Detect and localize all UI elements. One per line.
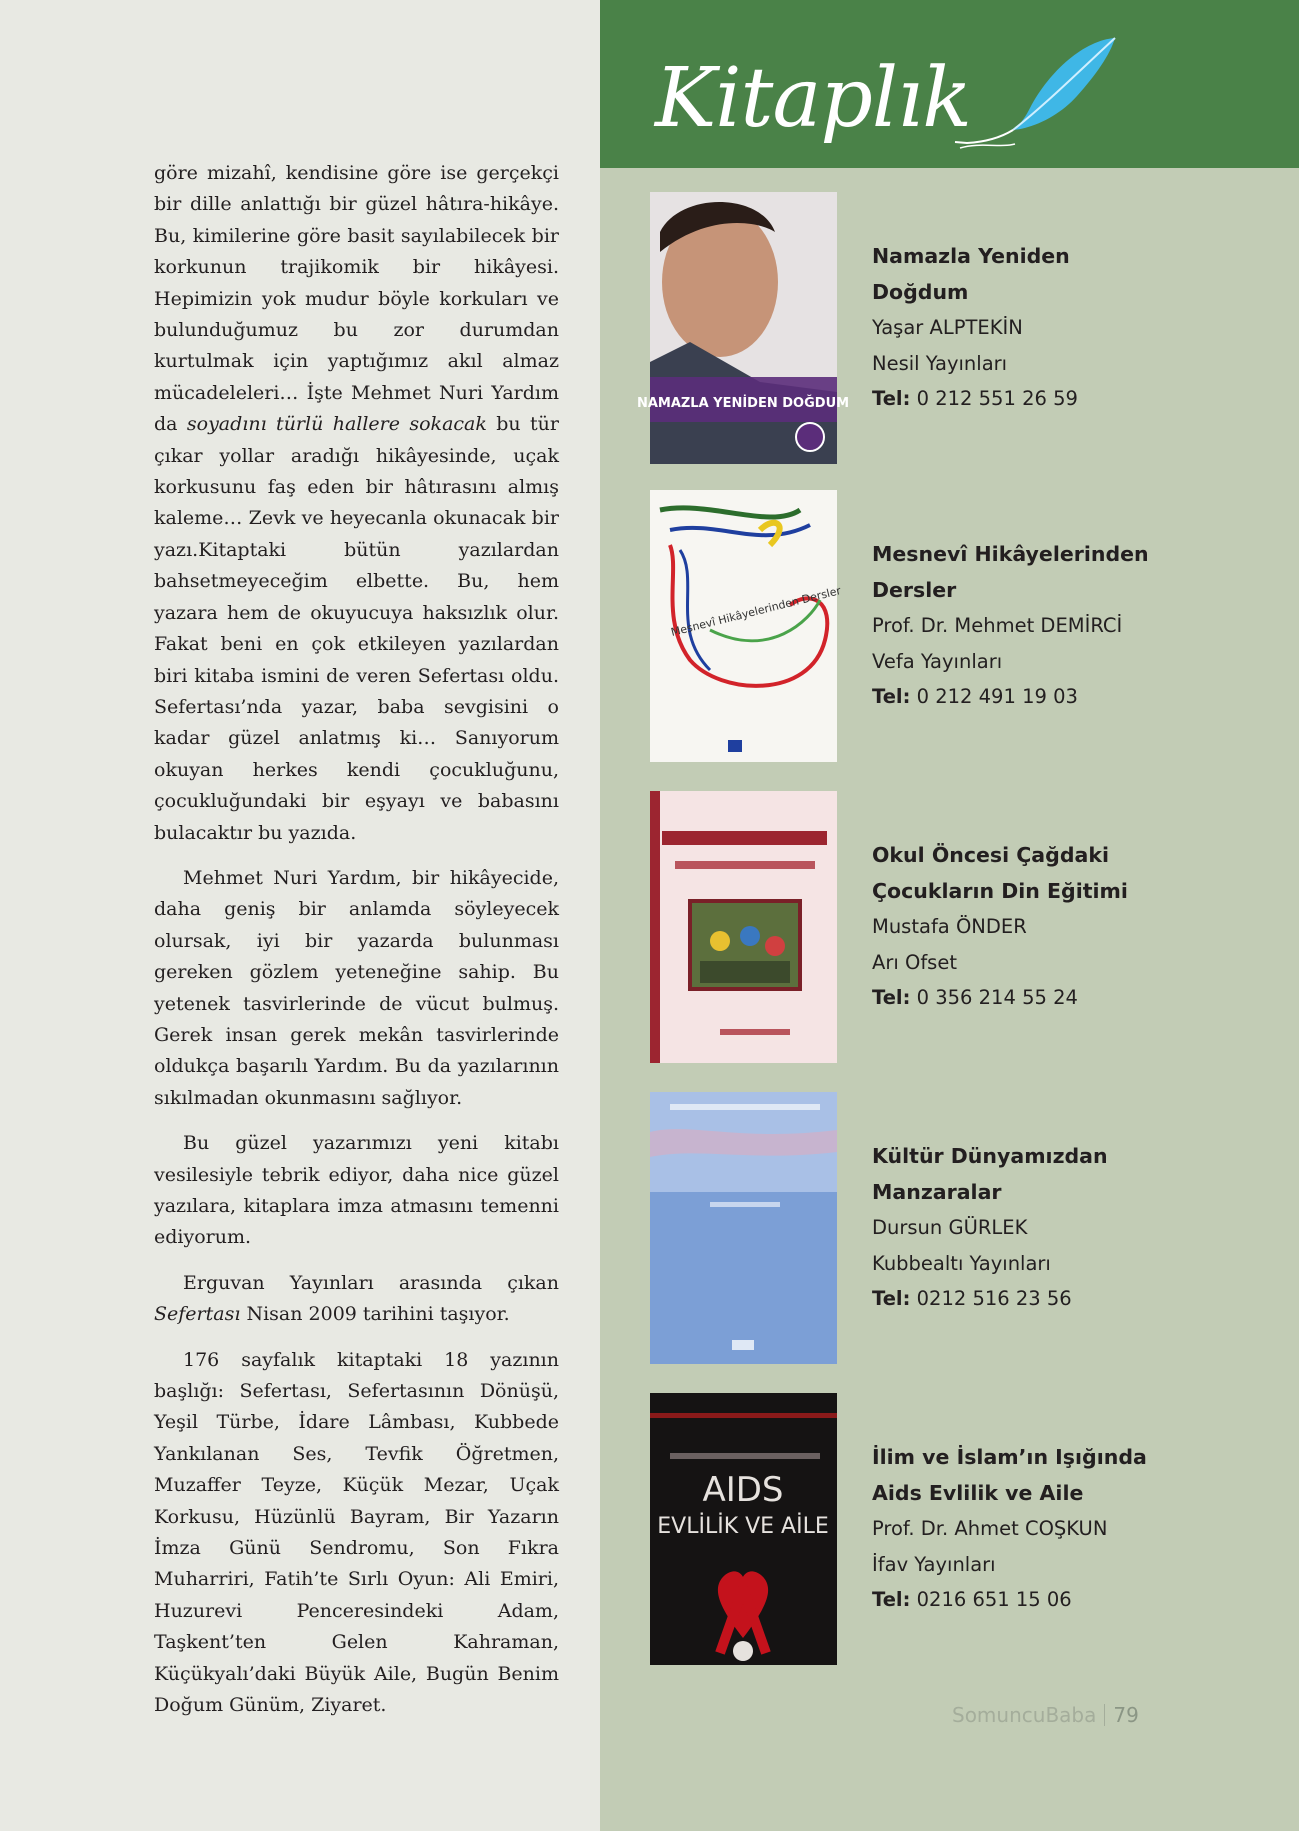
book-title: Namazla Yeniden [872,244,1070,268]
svg-text:EVLİLİK VE AİLE: EVLİLİK VE AİLE [657,1514,829,1539]
book-info [872,239,1252,417]
book-title: Doğdum [872,279,969,304]
book-info [872,537,1252,715]
book-phone: Tel: 0216 651 15 06 [872,1588,1072,1611]
book-cover [650,791,837,1063]
book-publisher: Arı Ofset [872,950,957,974]
book-title: Dersler [872,577,957,602]
article-paragraph: 176 sayfalık kitaptaki 18 yazının başlığı: Sefertası, Sefertasının Dönüşü, Yeşil Türbe, İdare Lâmbası, Kubbede Yankılanan Ses, Tevfik Öğretmen, Muzaffer Teyze, Küçük Mezar, Uçak Korkusu, Hüzünlü Bayram, Bir Yazarın İmza Günü Sendromu, Son Fıkra Muharriri, Fatih’te Sırlı Oyun: Ali Emiri, Huzurevi Penceresindeki Adam, Taşkent’ten Gelen Kahraman, Küçükyalı’daki Büyük Aile, Bugün Benim Doğum Günüm, Ziyaret. [154,1348,559,1717]
book-info [872,838,1252,1016]
page-footer [952,1703,1139,1727]
book-phone: Tel: 0 212 551 26 59 [872,387,1078,410]
article-body [154,158,559,1736]
section-header [600,0,1299,168]
book-phone: Tel: 0 356 214 55 24 [872,986,1078,1009]
article-paragraph: göre mizahî, kendisine göre ise gerçekçi bir dille anlattığı bir güzel hâtıra-hikâye. Bu, kimilerine göre basit sayılabilecek bir korkunun trajikomik bir hikâyesi. Hepimizin yok mudur böyle korkuları ve bulunduğumuz bu zor durumdan kurtulmak için yaptığımız akıl almaz mücadeleleri… İşte Mehmet Nuri Yardım da soyadını türlü hallere sokacak bu tür çıkar yollar aradığı hikâyesinde, uçak korkusunu faş eden bir hâtırasını almış kaleme… Zevk ve heyecanla okunacak bir yazı.Kitaptaki bütün yazılardan bahsetmeyeceğim elbette. Bu, hem yazara hem de okuyucuya haksızlık olur. Fakat beni en çok etkileyen yazılardan biri kitaba ismini de veren Sefertası oldu. Sefertası’nda yazar, baba sevgisini o kadar güzel anlatmış ki… Sanıyorum okuyan herkes kendi çocukluğunu, çocukluğundaki bir eşyayı ve babasını bulacaktır bu yazıda. [154,162,560,844]
svg-text:AIDS: AIDS [702,1470,784,1510]
book-publisher: Kubbealtı Yayınları [872,1251,1051,1275]
book-cover [636,192,850,464]
book-info [872,1139,1252,1317]
book-cover [650,490,843,762]
book-info [872,1440,1252,1618]
footer-divider [1104,1704,1105,1726]
article-paragraph: Erguvan Yayınları arasında çıkan Sefertası Nisan 2009 tarihini taşıyor. [154,1271,559,1326]
book-publisher: Vefa Yayınları [872,649,1003,673]
book-title: Manzaralar [872,1179,1002,1204]
section-title: Kitaplık [655,51,971,146]
book-author: Prof. Dr. Ahmet COŞKUN [872,1517,1108,1540]
book-publisher: İfav Yayınları [872,1552,996,1576]
page-number: 79 [1113,1703,1139,1727]
book-phone: Tel: 0212 516 23 56 [872,1287,1072,1310]
book-title: Çocukların Din Eğitimi [872,878,1128,903]
article-paragraph: Mehmet Nuri Yardım, bir hikâyecide, daha geniş bir anlamda söyleyecek olursak, iyi bir yazarda bulunması gereken gözlem yeteneğine sahip. Bu yetenek tasvirlerinde de vücut bulmuş. Gerek insan gerek mekân tasvirlerinde oldukça başarılı Yardım. Bu da yazılarının sıkılmadan okunmasını sağlıyor. [154,866,559,1109]
book-title: Aids Evlilik ve Aile [872,1480,1084,1505]
feather-icon [955,30,1125,155]
magazine-name: SomuncuBaba [952,1703,1097,1727]
book-author: Dursun GÜRLEK [872,1216,1028,1239]
article-column [0,0,600,1831]
book-cover [650,1092,837,1364]
book-cover [650,1393,837,1665]
book-publisher: Nesil Yayınları [872,351,1008,375]
book-phone: Tel: 0 212 491 19 03 [872,685,1078,708]
book-author: Mustafa ÖNDER [872,915,1027,938]
book-title: Okul Öncesi Çağdaki [872,843,1109,867]
book-author: Prof. Dr. Mehmet DEMİRCİ [872,614,1123,637]
svg-text:NAMAZLA YENİDEN DOĞDUM: NAMAZLA YENİDEN DOĞDUM [636,396,850,411]
book-list-column [600,0,1299,1831]
svg-text:Mesnevî Hikâyelerinden Dersler: Mesnevî Hikâyelerinden Dersler [669,584,843,639]
book-title: Mesnevî Hikâyelerinden [872,542,1149,566]
book-author: Yaşar ALPTEKİN [872,316,1023,339]
article-paragraph: Bu güzel yazarımızı yeni kitabı vesilesiyle tebrik ediyor, daha nice güzel yazılara, kitaplara imza atmasını temenni ediyorum. [154,1132,559,1249]
book-title: İlim ve İslam’ın Işığında [872,1445,1147,1469]
book-title: Kültür Dünyamızdan [872,1144,1108,1168]
